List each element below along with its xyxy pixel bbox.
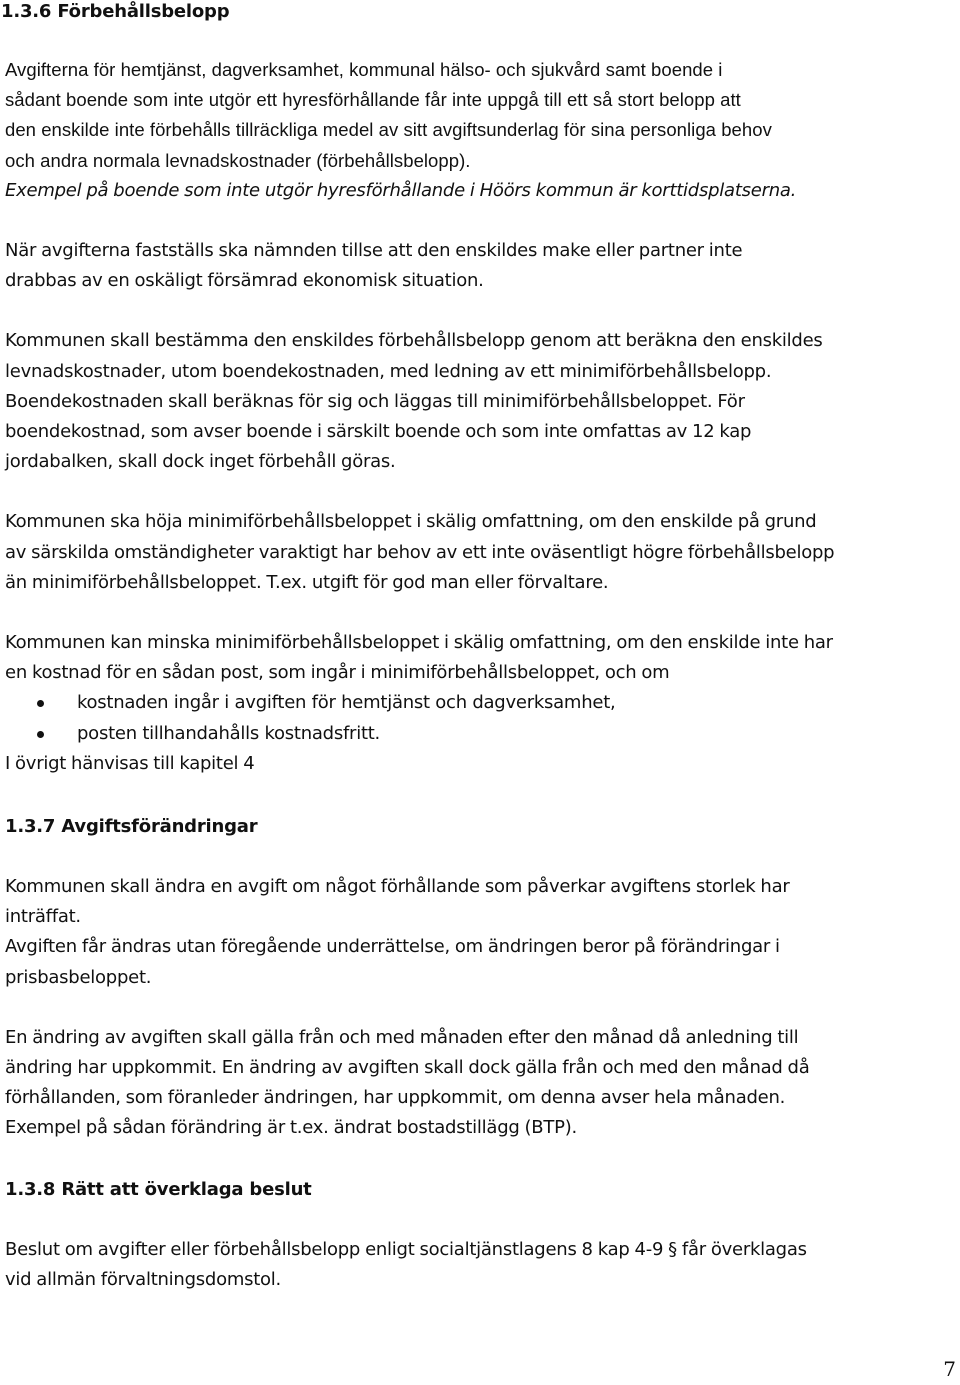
paragraph-line: den enskilde inte förbehålls tillräckliga medel av sitt avgiftsunderlag för sina personliga behov	[5, 119, 772, 141]
paragraph-line: levnadskostnader, utom boendekostnaden, med ledning av ett minimiförbehållsbelopp.	[5, 360, 772, 382]
section-heading-1-3-7: 1.3.7 Avgiftsförändringar	[5, 816, 258, 837]
paragraph-line: Kommunen skall ändra en avgift om något förhållande som påverkar avgiftens storlek har	[5, 876, 790, 897]
paragraph-line: ändring har uppkommit. En ändring av avgiften skall dock gälla från och med den månad då	[5, 1057, 810, 1079]
paragraph-line: Kommunen skall bestämma den enskildes förbehållsbelopp genom att beräkna den enskildes	[5, 330, 823, 352]
paragraph-line: vid allmän förvaltningsdomstol.	[5, 1269, 282, 1291]
page-number: 7	[943, 1357, 956, 1381]
paragraph-line: inträffat.	[5, 906, 81, 928]
section-heading-1-3-6: 1.3.6 Förbehållsbelopp	[1, 1, 230, 22]
paragraph-line: När avgifterna fastställs ska nämnden tillse att den enskildes make eller partner inte	[5, 240, 743, 262]
paragraph-line: I övrigt hänvisas till kapitel 4	[5, 752, 255, 774]
list-item: kostnaden ingår i avgiften för hemtjänst och dagverksamhet,	[5, 688, 955, 718]
bullet-list	[5, 688, 955, 748]
paragraph-line: Kommunen ska höja minimiförbehållsbeloppet i skälig omfattning, om den enskilde på grund	[5, 511, 817, 533]
paragraph-line: Exempel på sådan förändring är t.ex. ändrat bostadstillägg (BTP).	[5, 1117, 577, 1139]
paragraph-line: än minimiförbehållsbeloppet. T.ex. utgift för god man eller förvaltare.	[5, 571, 609, 593]
paragraph-line: Kommunen kan minska minimiförbehållsbeloppet i skälig omfattning, om den enskilde inte har	[5, 632, 833, 654]
italic-example: Exempel på boende som inte utgör hyresförhållande i Höörs kommun är korttidsplatserna.	[5, 179, 797, 201]
paragraph-line: Beslut om avgifter eller förbehållsbelopp enligt socialtjänstlagens 8 kap 4-9 § får överklagas	[5, 1239, 807, 1260]
section-heading-1-3-8: 1.3.8 Rätt att överklaga beslut	[5, 1179, 312, 1200]
paragraph-line: En ändring av avgiften skall gälla från och med månaden efter den månad då anledning till	[5, 1026, 799, 1048]
section-1-3-7-body	[5, 872, 955, 1144]
paragraph-line: och andra normala levnadskostnader (förbehållsbelopp).	[5, 149, 471, 171]
paragraph-line: jordabalken, skall dock inget förbehåll göras.	[5, 451, 396, 473]
paragraph-line: prisbasbeloppet.	[5, 966, 152, 988]
paragraph-line: drabbas av en oskäligt försämrad ekonomisk situation.	[5, 270, 484, 292]
paragraph-line: Avgifterna för hemtjänst, dagverksamhet, kommunal hälso- och sjukvård samt boende i	[5, 59, 723, 80]
paragraph-line: boendekostnad, som avser boende i särskilt boende och som inte omfattas av 12 kap	[5, 421, 752, 443]
paragraph-line: sådant boende som inte utgör ett hyresförhållande får inte uppgå till ett så stort belopp att	[5, 89, 741, 111]
list-item: posten tillhandahålls kostnadsfritt.	[5, 719, 955, 749]
paragraph-line: Boendekostnaden skall beräknas för sig och läggas till minimiförbehållsbeloppet. För	[5, 390, 745, 412]
paragraph-line: förhållanden, som föranleder ändringen, har uppkommit, om denna avser hela månaden.	[5, 1087, 786, 1109]
paragraph-line: av särskilda omständigheter varaktigt har behov av ett inte oväsentligt högre förbehållsbelopp	[5, 541, 835, 563]
section-1-3-6-body	[5, 55, 955, 779]
paragraph-line: en kostnad för en sådan post, som ingår i minimiförbehållsbeloppet, och om	[5, 662, 670, 684]
section-1-3-8-body	[5, 1235, 955, 1295]
paragraph-line: Avgiften får ändras utan föregående underrättelse, om ändringen beror på förändringar i	[5, 936, 780, 958]
